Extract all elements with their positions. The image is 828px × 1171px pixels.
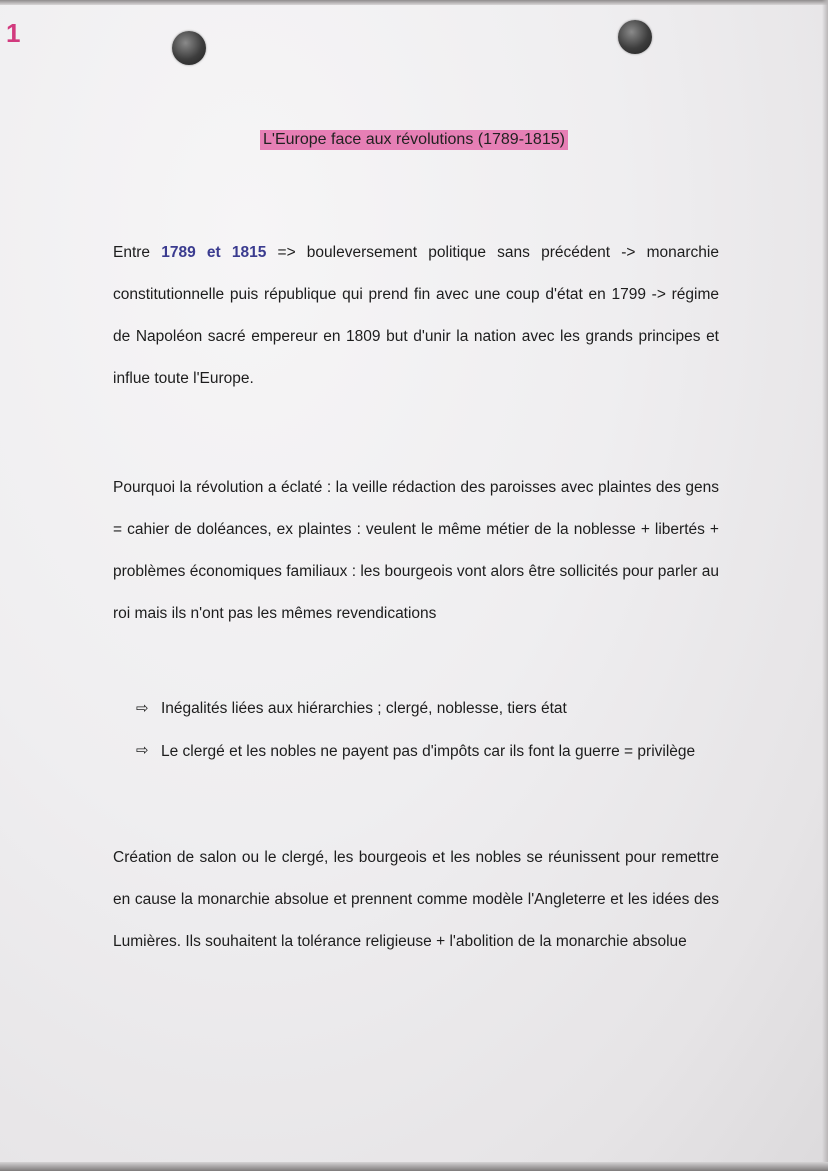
paragraph-salons (113, 837, 719, 963)
punch-hole-icon (618, 20, 652, 54)
bullet-text: Le clergé et les nobles ne payent pas d'impôts car ils font la guerre = privilège (161, 743, 696, 760)
page-number: 1 (6, 18, 21, 48)
bullet-item (136, 688, 719, 730)
intro-prefix: Entre (113, 244, 162, 261)
page-bottom-edge (0, 1162, 828, 1171)
page-title: L'Europe face aux révolutions (1789-1815) (260, 130, 568, 150)
intro-rest: => bouleversement politique sans précédent -> monarchie constitutionnelle puis république qui prend fin avec une coup d'état en 1799 -> régime de Napoléon sacré empereur en 1809 but d'unir la nation avec les grands principes et influe toute l'Europe. (113, 244, 719, 387)
arrow-icon: ⇨ (136, 742, 149, 759)
paragraph-salons-text: Création de salon ou le clergé, les bourgeois et les nobles se réunissent pour remettre en cause la monarchie absolue et prennent comme modèle l'Angleterre et les idées des Lumières. Ils souhaitent la tolérance religieuse + l'abolition de la monarchie absolue (113, 849, 719, 950)
page-right-edge (822, 0, 828, 1171)
paragraph-causes-text: Pourquoi la révolution a éclaté : la veille rédaction des paroisses avec plaintes des gens = cahier de doléances, ex plaintes : veulent le même métier de la noblesse + libertés + problèmes économiques familiaux : les bourgeois vont alors être sollicités pour parler au roi mais ils n'ont pas les mêmes revendications (113, 479, 719, 622)
paragraph-intro (113, 232, 719, 400)
bullet-text: Inégalités liées aux hiérarchies ; clergé, noblesse, tiers état (161, 700, 567, 717)
paragraph-causes (113, 467, 719, 635)
title-container (0, 130, 828, 150)
paragraph-intro-text (113, 232, 719, 400)
page-top-edge (0, 0, 828, 5)
year-connector: et (195, 244, 232, 261)
year-end: 1815 (231, 244, 267, 261)
bullet-item (136, 730, 719, 774)
bullet-list (136, 688, 719, 774)
punch-hole-icon (172, 31, 206, 65)
year-start: 1789 (161, 244, 196, 261)
arrow-icon: ⇨ (136, 700, 149, 717)
